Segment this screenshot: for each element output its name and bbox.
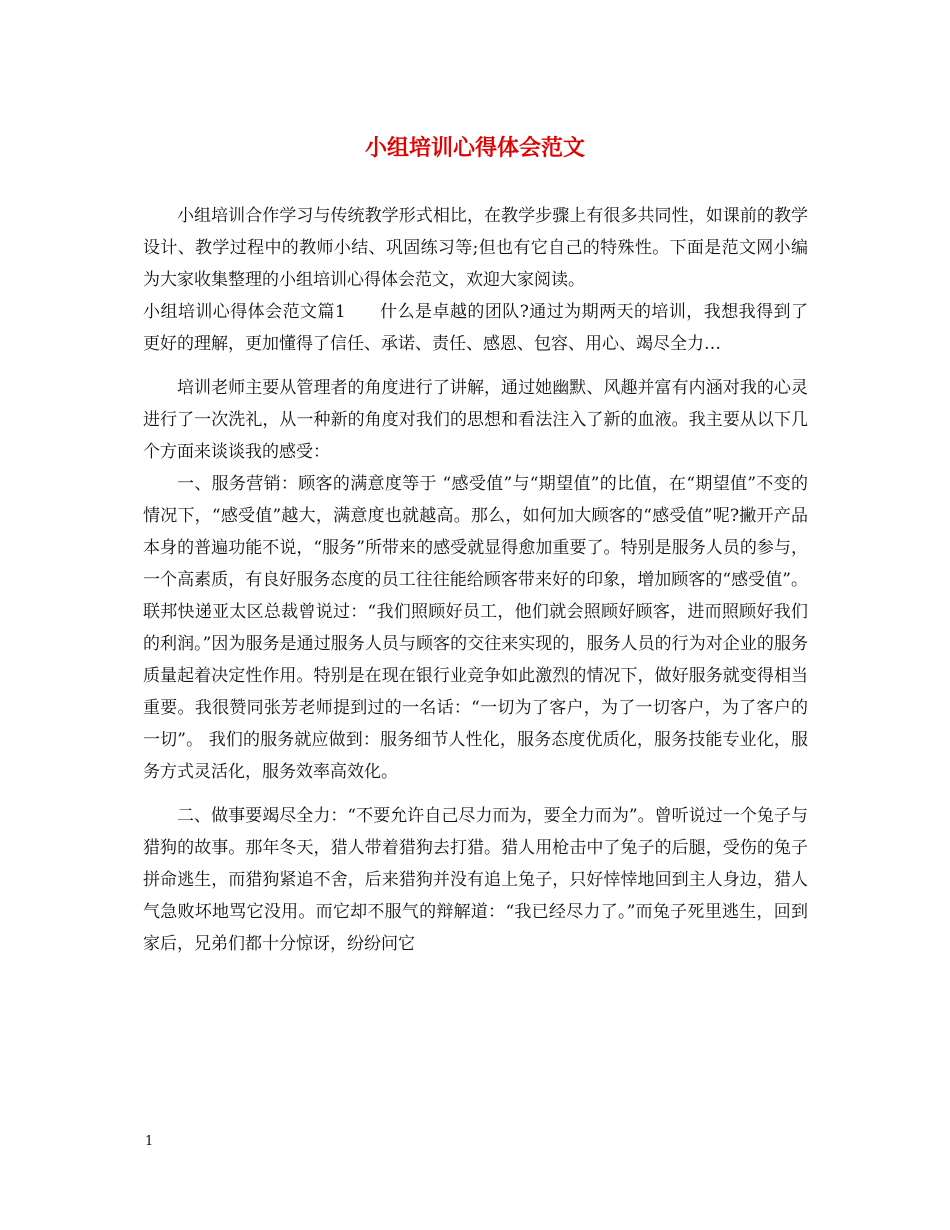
document-body (143, 200, 808, 972)
section-heading: 小组培训心得体会范文篇1 (143, 302, 346, 322)
document-title: 小组培训心得体会范文 (364, 135, 585, 161)
section-text: 什么是卓越的团队?通过为期两天的培训，我想我得到了更好的理解，更加懂得了信任、承诺、责任、感恩、包容、用心、竭尽全力… (143, 302, 808, 354)
page-number: 1 (145, 1134, 154, 1149)
section-paragraph (143, 296, 808, 360)
body-paragraph: 培训老师主要从管理者的角度进行了讲解，通过她幽默、风趣并富有内涵对我的心灵进行了一次洗礼，从一种新的角度对我们的思想和看法注入了新的血液。我主要从以下几个方面来谈谈我的感受： (143, 378, 808, 462)
full-effort-paragraph: 二、做事要竭尽全力：“不要允许自己尽力而为，要全力而为”。曾听说过一个兔子与猎狗的故事。那年冬天，猎人带着猎狗去打猎。猎人用枪击中了兔子的后腿，受伤的兔子拼命逃生，而猎狗紧追不舍，后来猎狗并没有追上兔子，只好悻悻地回到主人身边，猎人气急败坏地骂它没用。而它却不服气的辩解道：“我已经尽力了。”而兔子死里逃生，回到家后，兄弟们都十分惊讶，纷纷问它 (143, 806, 808, 954)
intro-paragraph: 小组培训合作学习与传统教学形式相比，在教学步骤上有很多共同性，如课前的教学设计、教学过程中的教师小结、巩固练习等;但也有它自己的特殊性。下面是范文网小编为大家收集整理的小组培训心得体会范文，欢迎大家阅读。 (143, 206, 808, 290)
service-marketing-paragraph: 一、服务营销：顾客的满意度等于 “感受值”与“期望值”的比值，在“期望值”不变的情况下，“感受值”越大，满意度也就越高。那么，如何加大顾客的“感受值”呢?撇开产品本身的普遍功能不说，“服务”所带来的感受就显得愈加重要了。特别是服务人员的参与，一个高素质，有良好服务态度的员工往往能给顾客带来好的印象，增加顾客的“感受值”。联邦快递亚太区总裁曾说过：“我们照顾好员工，他们就会照顾好顾客，进而照顾好我们的利润。”因为服务是通过服务人员与顾客的交往来实现的，服务人员的行为对企业的服务质量起着决定性作用。特别是在现在银行业竞争如此激烈的情况下，做好服务就变得相当重要。我很赞同张芳老师提到过的一名话：“一切为了客户，为了一切客户，为了客户的一切”。 我们的服务就应做到：服务细节人性化，服务态度优质化，服务技能专业化，服务方式灵活化，服务效率高效化。 (143, 474, 808, 782)
